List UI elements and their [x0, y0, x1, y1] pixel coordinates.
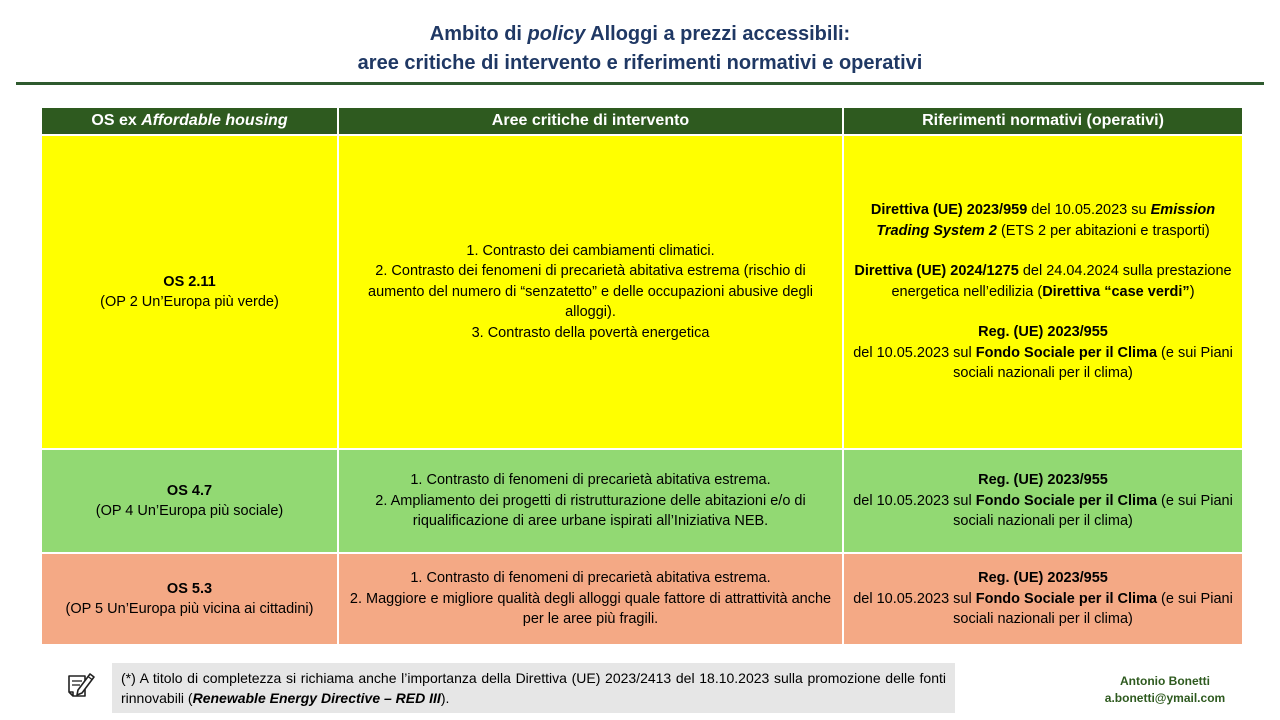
- text-run: 1. Contrasto dei cambiamenti climatici.: [466, 242, 715, 259]
- cell-paragraph: [50, 501, 329, 522]
- cell-os: [41, 449, 338, 553]
- cell-os: [41, 553, 338, 645]
- table-row-os-5-3: [41, 553, 1243, 645]
- text-run: Direttiva (UE) 2023/959: [870, 202, 1028, 219]
- notepad-pencil-icon: [64, 668, 98, 702]
- text-run: Riferimenti normativi (operativi): [922, 111, 1164, 129]
- text-run: 1. Contrasto di fenomeni di precarietà abitativa estrema.: [410, 570, 771, 587]
- cell-paragraph: [50, 599, 329, 620]
- text-run: (e sui Piani sociali nazionali per il clima): [953, 590, 1233, 628]
- text-run: Fondo Sociale per il Clima: [975, 492, 1158, 509]
- cell-paragraph: [852, 491, 1234, 532]
- text-run: Fondo Sociale per il Clima: [975, 590, 1158, 607]
- cell-refs: [843, 135, 1243, 449]
- table-row-os-4-7: [41, 449, 1243, 553]
- text-run: 3. Contrasto della povertà energetica: [471, 324, 710, 341]
- text-run: ).: [440, 690, 450, 706]
- text-run: (ETS 2 per abitazioni e trasporti): [996, 222, 1210, 239]
- text-run: (OP 5 Un’Europa più vicina ai cittadini): [65, 601, 314, 617]
- text-run: del 24.04.2024 sulla prestazione energetica nell’edilizia (: [891, 263, 1232, 300]
- text-run: OS 4.7: [166, 482, 213, 499]
- cell-paragraph: [347, 323, 834, 344]
- cell-paragraph: [50, 292, 329, 313]
- text-run: (OP 4 Un’Europa più sociale): [95, 503, 284, 519]
- text-run: OS 2.11: [163, 273, 216, 290]
- text-run: del 10.05.2023 su: [1027, 202, 1151, 219]
- header-areas: [338, 107, 843, 135]
- text-run: (e sui Piani sociali nazionali per il clima): [953, 492, 1233, 530]
- cell-paragraph: [852, 322, 1234, 343]
- cell-areas: [338, 449, 843, 553]
- text-run: Emission Trading System 2: [876, 202, 1216, 239]
- text-run: (*) A titolo di completezza si richiama anche l’importanza della Direttiva (UE) 2023/2413 del 18.10.2023 sulla promozione delle fonti rinnovabili (: [121, 670, 946, 706]
- text-run: Reg. (UE) 2023/955: [978, 324, 1108, 341]
- cell-paragraph: [50, 481, 329, 502]
- header-refs: [843, 107, 1243, 135]
- text-run: Reg. (UE) 2023/955: [978, 570, 1108, 587]
- cell-os: [41, 135, 338, 449]
- cell-areas: [338, 135, 843, 449]
- text-run: del 10.05.2023 sul: [853, 492, 976, 509]
- text-run: 2. Contrasto dei fenomeni di precarietà abitativa estrema (rischio di aumento del numero di “senzatetto” e delle occupazioni abusive degli alloggi).: [368, 263, 813, 321]
- cell-paragraph: [347, 470, 834, 491]
- text-run: ): [1189, 283, 1195, 300]
- cell-paragraph: [852, 568, 1234, 589]
- title-line-2: [0, 49, 1280, 78]
- cell-areas: [338, 553, 843, 645]
- cell-paragraph: [852, 200, 1234, 241]
- text-run: del 10.05.2023 sul: [853, 344, 976, 361]
- cell-paragraph: [852, 470, 1234, 491]
- cell-paragraph: [347, 491, 834, 532]
- cell-paragraph: [347, 589, 834, 630]
- text-run: Ambito di: [429, 23, 528, 45]
- cell-refs: [843, 553, 1243, 645]
- text-run: 1. Contrasto di fenomeni di precarietà abitativa estrema.: [410, 472, 771, 489]
- text-run: Fondo Sociale per il Clima: [975, 344, 1158, 361]
- text-run: Affordable housing: [141, 111, 288, 129]
- cell-paragraph: [347, 241, 834, 262]
- table-header-row: [41, 107, 1243, 135]
- title-divider: [16, 82, 1264, 85]
- paragraph-gap: [852, 241, 1234, 261]
- author-email: a.bonetti@ymail.com: [1104, 691, 1226, 705]
- cell-refs: [843, 449, 1243, 553]
- table-row-os-2-11: [41, 135, 1243, 449]
- text-run: Reg. (UE) 2023/955: [978, 472, 1108, 489]
- text-run: Direttiva “case verdi”: [1042, 283, 1190, 300]
- text-run: del 10.05.2023 sul: [853, 590, 976, 607]
- author-credit: [1080, 673, 1250, 707]
- cell-paragraph: [852, 261, 1234, 302]
- text-run: Alloggi a prezzi accessibili:: [585, 23, 851, 45]
- cell-paragraph: [852, 589, 1234, 630]
- footnote: [112, 663, 955, 713]
- text-run: 2. Maggiore e migliore qualità degli alloggi quale fattore di attrattività anche per le aree più fragili.: [349, 590, 832, 628]
- header-os: [41, 107, 338, 135]
- title-line-1: [0, 20, 1280, 49]
- text-run: Renewable Energy Directive – RED III: [192, 690, 441, 706]
- text-run: Direttiva (UE) 2024/1275: [854, 263, 1019, 280]
- cell-paragraph: [347, 568, 834, 589]
- paragraph-gap: [852, 302, 1234, 322]
- text-run: OS 5.3: [166, 580, 213, 597]
- text-run: Aree critiche di intervento: [491, 111, 690, 129]
- author-name: Antonio Bonetti: [1120, 674, 1210, 688]
- cell-paragraph: [852, 343, 1234, 384]
- cell-paragraph: [50, 272, 329, 293]
- text-run: (OP 2 Un’Europa più verde): [100, 294, 279, 310]
- text-run: 2. Ampliamento dei progetti di ristrutturazione delle abitazioni e/o di riqualificazione di aree urbane ispirati all’Iniziativa NEB.: [375, 492, 806, 530]
- cell-paragraph: [347, 261, 834, 323]
- text-run: OS ex: [91, 111, 142, 129]
- text-run: policy: [527, 23, 586, 45]
- policy-table: [40, 106, 1244, 646]
- text-run: (e sui Piani sociali nazionali per il clima): [953, 344, 1233, 382]
- cell-paragraph: [50, 579, 329, 600]
- text-run: aree critiche di intervento e riferimenti normativi e operativi: [357, 52, 923, 74]
- slide-title: [0, 20, 1280, 78]
